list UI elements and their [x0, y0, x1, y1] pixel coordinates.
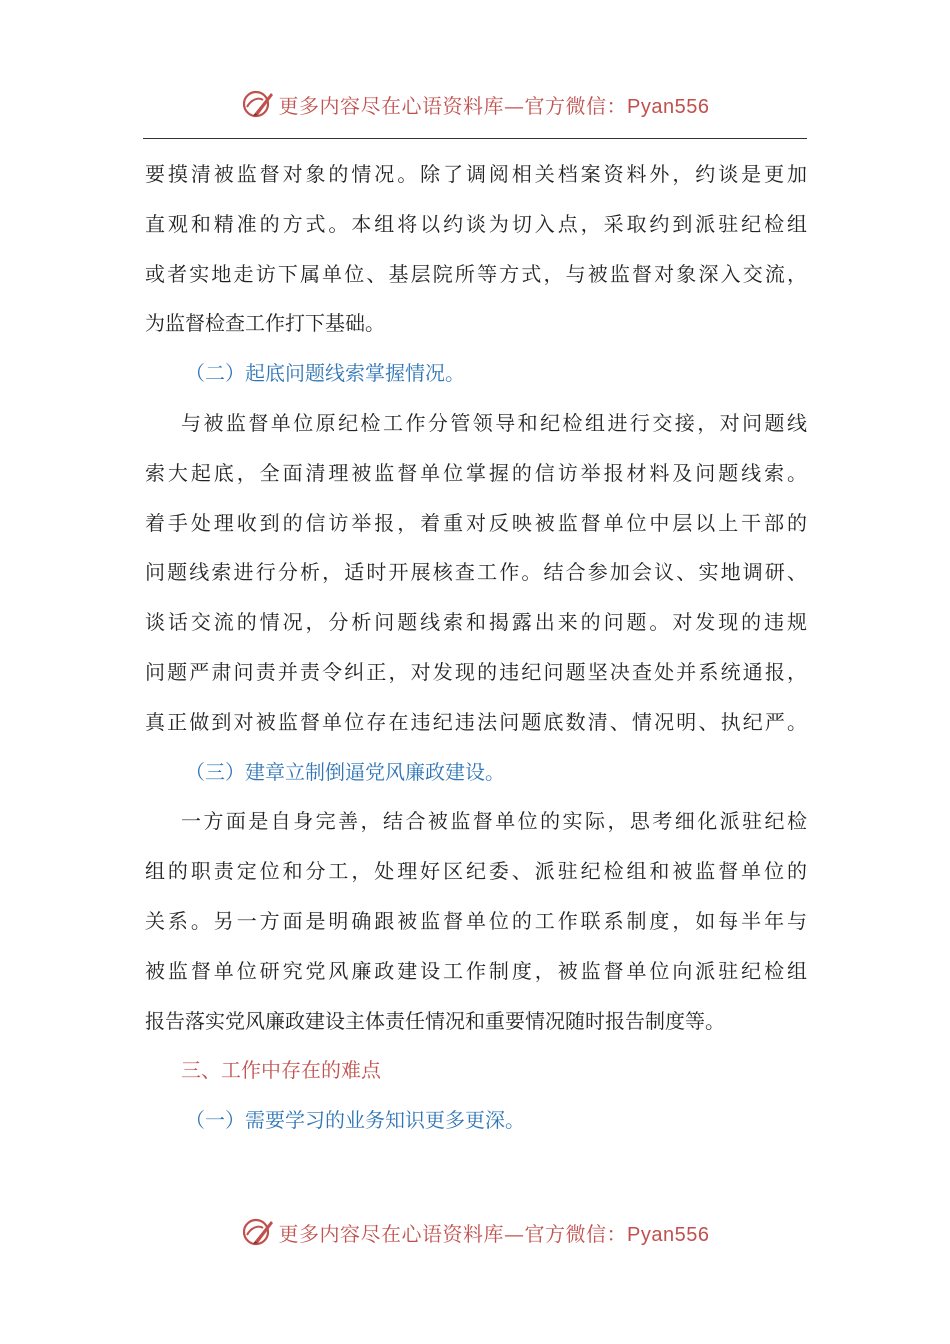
body-line: 要摸清被监督对象的情况。除了调阅相关档案资料外，约谈是更加: [145, 162, 807, 186]
header-divider: [143, 138, 807, 139]
body-line: 一方面是自身完善，结合被监督单位的实际，思考细化派驻纪检: [181, 809, 807, 834]
section-heading: （三）建章立制倒逼党风廉政建设。: [185, 759, 505, 784]
footer-banner-text: 更多内容尽在心语资料库—官方微信：Pyan556: [278, 1221, 710, 1246]
section-heading: （二）起底问题线索掌握情况。: [185, 361, 465, 386]
body-line: 谈话交流的情况，分析问题线索和揭露出来的问题。对发现的违规: [145, 610, 807, 635]
document-body: [145, 150, 807, 1146]
header-wechat-id: Pyan556: [627, 95, 710, 118]
body-line: 关系。另一方面是明确跟被监督单位的工作联系制度，如每半年与: [145, 908, 807, 933]
chapter-heading: 三、工作中存在的难点: [181, 1058, 381, 1083]
footer-banner: [0, 1212, 950, 1252]
body-line: 问题线索进行分析，适时开展核查工作。结合参加会议、实地调研、: [145, 560, 807, 585]
body-line: 着手处理收到的信访举报，着重对反映被监督单位中层以上干部的: [145, 510, 807, 535]
body-line: 或者实地走访下属单位、基层院所等方式，与被监督对象深入交流，: [145, 261, 807, 286]
footer-wechat-id: Pyan556: [627, 1223, 710, 1246]
pen-logo-icon: [241, 87, 275, 121]
body-line: 被监督单位研究党风廉政建设工作制度，被监督单位向派驻纪检组: [145, 958, 807, 983]
body-line: 报告落实党风廉政建设主体责任情况和重要情况随时报告制度等。: [145, 1008, 725, 1033]
body-line: 索大起底，全面清理被监督单位掌握的信访举报材料及问题线索。: [145, 460, 807, 485]
section-heading: （一）需要学习的业务知识更多更深。: [185, 1108, 525, 1133]
body-line: 真正做到对被监督单位存在违纪违法问题底数清、情况明、执纪严。: [145, 709, 807, 734]
header-banner-text: 更多内容尽在心语资料库—官方微信：Pyan556: [278, 93, 710, 118]
body-line: 直观和精准的方式。本组将以约谈为切入点，采取约到派驻纪检组: [145, 211, 807, 236]
pen-logo-icon: [241, 1215, 275, 1249]
body-line: 与被监督单位原纪检工作分管领导和纪检组进行交接，对问题线: [181, 410, 807, 435]
body-line: 问题严肃问责并责令纠正，对发现的违纪问题坚决查处并系统通报，: [145, 659, 807, 684]
body-line: 为监督检查工作打下基础。: [145, 311, 385, 336]
body-line: 组的职责定位和分工，处理好区纪委、派驻纪检组和被监督单位的: [145, 859, 807, 884]
header-banner: [0, 84, 950, 124]
